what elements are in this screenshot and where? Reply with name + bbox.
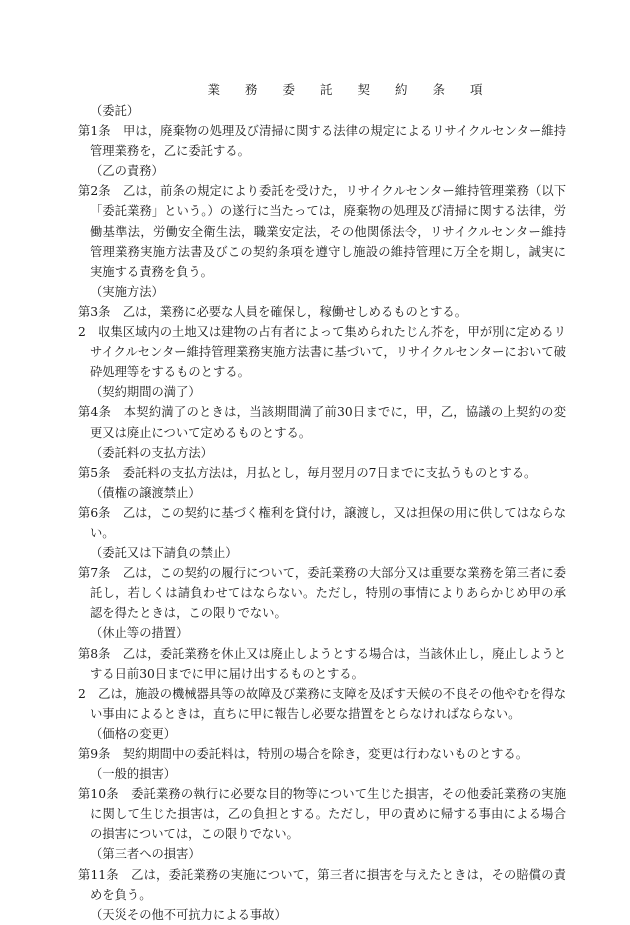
clause-3-paragraph-2: 2 収集区域内の土地又は建物の占有者によって集められたじん芥を，甲が別に定めるリサイクルセンター維持管理業務実施方法書に基づいて，リサイクルセンターにおいて破砕処理等をするものとする。	[78, 325, 566, 380]
clause-3: 第3条 乙は，業務に必要な人員を確保し，稼働せしめるものとする。	[78, 304, 468, 319]
section-1	[78, 101, 566, 161]
clause-11: 第11条 乙は，委託業務の実施について，第三者に損害を与えたときは，その賠償の責めを負う。	[78, 867, 566, 902]
document-page	[78, 80, 566, 925]
clause-1: 第1条 甲は，廃棄物の処理及び清掃に関する法律の規定によるリサイクルセンター維持管理業務を，乙に委託する。	[78, 124, 566, 159]
section-4	[78, 382, 566, 442]
section-7	[78, 543, 566, 623]
clause-5: 第5条 委託料の支払方法は，月払とし，毎月翌月の7日までに支払うものとする。	[78, 465, 537, 480]
clause-7: 第7条 乙は，この契約の履行について，委託業務の大部分又は重要な業務を第三者に委託し，若しくは請負わせてはならない。ただし，特別の事情によりあらかじめ甲の承認を得たときは，この限りでない。	[78, 566, 566, 621]
section-heading: （乙の責務）	[90, 164, 164, 179]
section-heading: （契約期間の満了）	[90, 385, 201, 400]
section-heading: （委託又は下請負の禁止）	[90, 546, 238, 561]
section-heading: （実施方法）	[90, 284, 164, 299]
section-11	[78, 844, 566, 904]
section-heading: （第三者への損害）	[90, 847, 201, 862]
document-title: 業 務 委 託 契 約 条 項	[207, 82, 483, 97]
section-6	[78, 483, 566, 543]
section-heading: （価格の変更）	[90, 726, 177, 741]
clause-2: 第2条 乙は，前条の規定により委託を受けた，リサイクルセンター維持管理業務（以下「委託業務」という。）の遂行に当たっては，廃棄物の処理及び清掃に関する法律，労働基準法，労働安全衛生法，職業安定法，その他関係法令，リサイクルセンター維持管理業務実施方法書及びこの契約条項を遵守し施設の維持管理に万全を期し，誠実に実施する責務を負う。	[78, 184, 566, 279]
section-heading: （一般的損害）	[90, 767, 177, 782]
clause-8-paragraph-2: 2 乙は，施設の機械器具等の故障及び業務に支障を及ぼす天候の不良その他やむを得ない事由によるときは，直ちに甲に報告し必要な措置をとらなければならない。	[78, 686, 566, 721]
clause-6: 第6条 乙は，この契約に基づく権利を貸付け，譲渡し，又は担保の用に供してはならない。	[78, 505, 566, 540]
section-heading: （委託）	[90, 104, 140, 118]
section-heading: （委託料の支払方法）	[90, 445, 213, 460]
section-heading: （債権の譲渡禁止）	[90, 485, 201, 500]
section-8	[78, 623, 566, 723]
clause-4: 第4条 本契約満了のときは，当該期間満了前30日までに，甲，乙，協議の上契約の変更又は廃止について定めるものとする。	[78, 405, 566, 440]
section-3	[78, 282, 566, 382]
section-9	[78, 724, 566, 764]
section-2	[78, 161, 566, 282]
section-heading: （天災その他不可抗力による事故）	[90, 907, 287, 922]
clause-10: 第10条 委託業務の執行に必要な目的物等について生じた損害，その他委託業務の実施に関して生じた損害は，乙の負担とする。ただし，甲の責めに帰する事由による場合の損害については，この限りでない。	[78, 787, 566, 842]
section-5	[78, 443, 566, 483]
clause-8: 第8条 乙は，委託業務を休止又は廃止しようとする場合は，当該休止し，廃止しようとする日前30日までに甲に届け出するものとする。	[78, 646, 566, 681]
section-10	[78, 764, 566, 844]
clause-9: 第9条 契約期間中の委託料は，特別の場合を除き，変更は行わないものとする。	[78, 747, 529, 761]
section-heading: （休止等の措置）	[90, 626, 189, 641]
